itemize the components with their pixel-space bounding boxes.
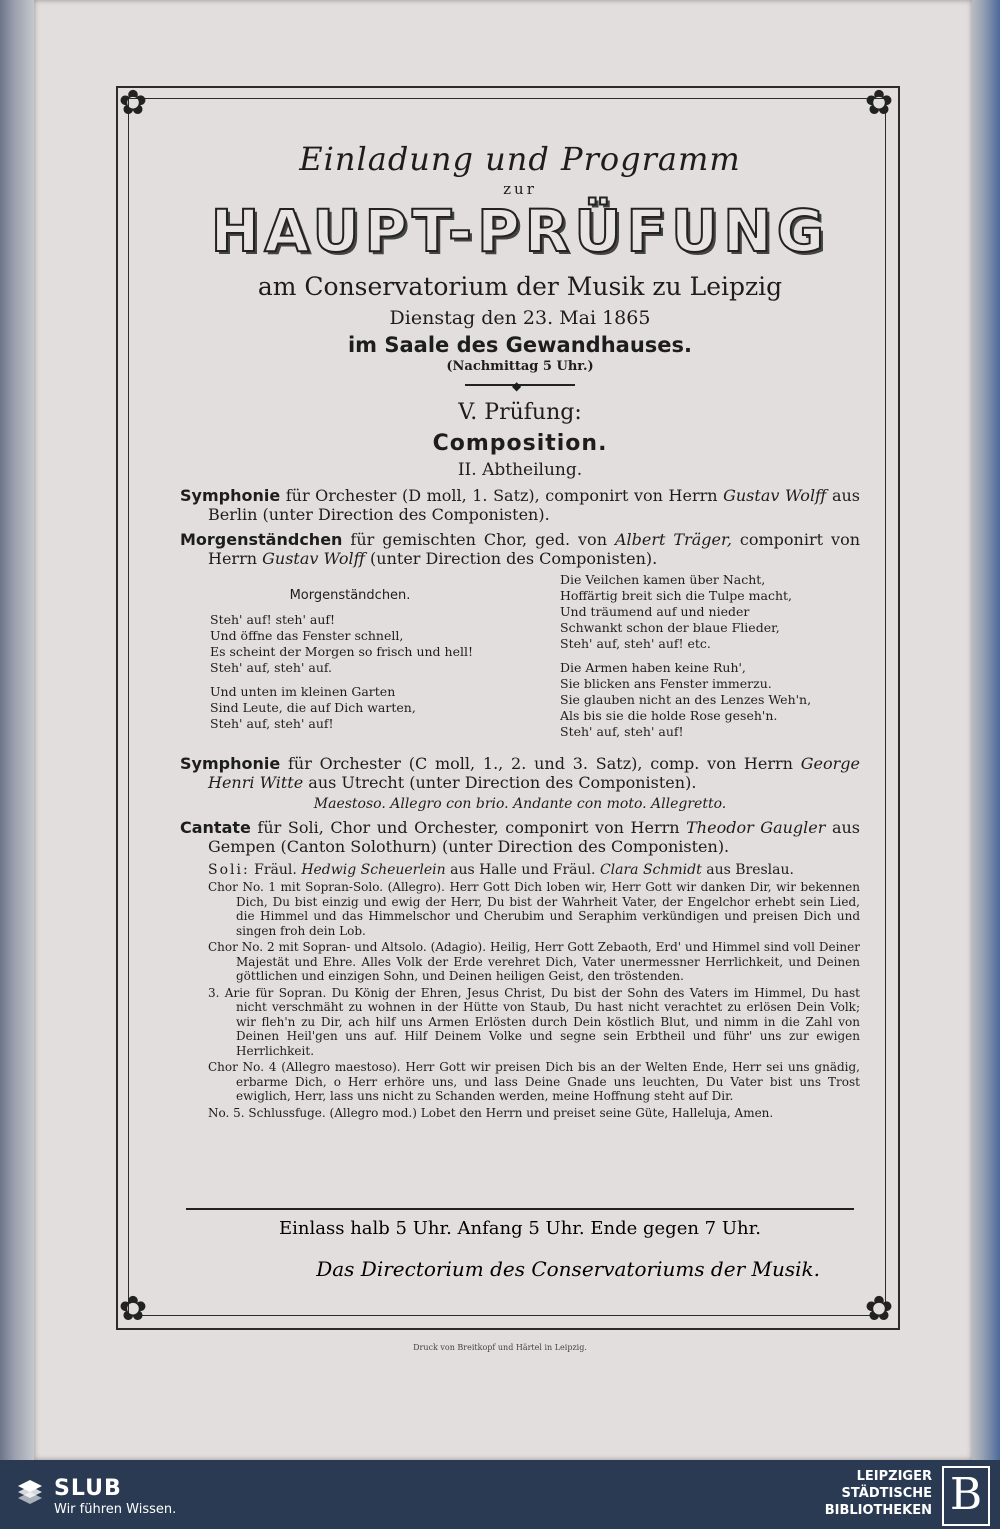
lsb-name: LEIPZIGER STÄDTISCHE BIBLIOTHEKEN [824,1469,932,1518]
soloists-line: Soli: Fräul. Hedwig Scheuerlein aus Halle und Fräul. Clara Schmidt aus Breslau. [208,862,794,878]
corner-ornament-icon: ✿ [118,83,148,123]
program-item-morgenstaendchen: Morgenständchen für gemischten Chor, ged. von Albert Träger, componirt von Herrn Gustav Wolff (unter Direction des Componisten). [180,530,861,568]
cantata-movement: Chor No. 1 mit Sopran-Solo. (Allegro). Herr Gott Dich loben wir, Herr Gott wir danken Dir, wir bekennen Dich, Du bist einzig und ewig der Herr, Du bist der Wahrheit Vater, der Engelchor erhebt sein Lied, die Himmel und das Himmelschor und Cherubim und Seraphim verkündigen und preisen Dich und singen froh dein Lob. [208,880,860,938]
zur-label: zur [503,180,537,198]
main-heading: HAUPT-PRÜFUNG [210,197,830,265]
venue-line: im Saale des Gewandhauses. [347,333,693,357]
date-line: Dienstag den 23. Mai 1865 [389,307,651,329]
directorium-signature: Das Directorium des Conservatoriums der Musik. [316,1257,820,1281]
invitation-title: Einladung und Programm [299,140,741,178]
cantata-movement: 3. Arie für Sopran. Du König der Ehren, Jesus Christ, Du bist der Sohn des Vaters im Himmel, Du hast nicht verschmäht zu wohnen in der Hütte von Staub, Du hast nicht verachtet zu erlösen Dein Volk; wir fleh'n zu Dir, ach hilf uns Armen Erlösten durch Dein köstlich Blut, und nimm in die Zahl von Deinen Heil'gen uns auf. Hilf Deinem Volke und segne sein Erbtheil und führ' uns zur ewigen Herrlichkeit. [208,985,860,1058]
cantata-movement: Chor No. 4 (Allegro maestoso). Herr Gott wir preisen Dich bis an der Welten Ende, Herr sei uns gnädig, erbarme Dich, o Herr erhöre uns, und lass Deine Gnade uns leuchten, Du Vater bist uns Trost ewiglich, Herr, lass uns nicht zu Schanden werden, meine Hoffnung steht auf Dir. [208,1060,860,1103]
book-spine-left [0,0,36,1460]
program-item-symphonie-1: Symphonie für Orchester (D moll, 1. Satz), componirt von Herrn Gustav Wolff aus Berlin (unter Direction des Componisten). [180,486,861,524]
poem-left-column [180,572,520,748]
institution-line: am Conservatorium der Musik zu Leipzig [257,272,783,301]
corner-ornament-icon: ✿ [118,1289,148,1329]
footer-divider [186,1208,854,1210]
tempo-markings: Maestoso. Allegro con brio. Andante con moto. Allegretto. [313,796,727,812]
divider-ornament [465,379,575,393]
poem-stanza: Steh' auf! steh' auf! Und öffne das Fenster schnell, Es scheint der Morgen so frisch und hell! Steh' auf, steh' auf. [210,612,473,675]
poem-stanza: Die Veilchen kamen über Nacht, Hoffärtig breit sich die Tulpe macht, Und träumend auf und nieder Schwankt schon der blaue Flieder, Steh' auf, steh' auf! etc. [560,572,793,651]
time-line: (Nachmittag 5 Uhr.) [446,359,594,374]
poem-right-column [520,572,860,748]
printer-imprint: Druck von Breitkopf und Härtel in Leipzig. [413,1343,587,1352]
lsb-logo-icon: B [942,1466,990,1526]
cantata-movement: No. 5. Schlussfuge. (Allegro mod.) Lobet den Herrn und preiset seine Güte, Halleluja, Amen. [208,1105,774,1120]
slub-tagline: Wir führen Wissen. [54,1502,177,1517]
composition-heading: Composition. [432,431,608,456]
diamond-icon: ◆ [512,379,522,393]
slub-name: SLUB [54,1476,122,1501]
library-branding-bar [0,1460,1000,1529]
corner-ornament-icon: ✿ [864,83,894,123]
schedule-line: Einlass halb 5 Uhr. Anfang 5 Uhr. Ende gegen 7 Uhr. [279,1218,761,1239]
abtheilung-heading: II. Abtheilung. [457,460,583,480]
program-item-symphonie-2: Symphonie für Orchester (C moll, 1., 2. und 3. Satz), comp. von Herrn George Henri Witte aus Utrecht (unter Direction des Componisten). [180,754,860,792]
pruefung-heading: V. Prüfung: [458,400,582,425]
slub-logo-icon [14,1478,46,1510]
corner-ornament-icon: ✿ [864,1289,894,1329]
poem-block [180,572,860,748]
program-content [180,140,860,1120]
poem-title: Morgenständchen. [289,588,411,603]
program-item-cantate: Cantate für Soli, Chor und Orchester, componirt von Herrn Theodor Gaugler aus Gempen (Canton Solothurn) (unter Direction des Componisten). [180,818,861,856]
poem-stanza: Und unten im kleinen Garten Sind Leute, die auf Dich warten, Steh' auf, steh' auf! [210,684,416,731]
poem-stanza: Die Armen haben keine Ruh', Sie blicken ans Fenster immerzu. Sie glauben nicht an des Lenzes Weh'n, Als bis sie die holde Rose geseh'n. Steh' auf, steh' auf! [560,660,812,739]
cantata-movement: Chor No. 2 mit Sopran- und Altsolo. (Adagio). Heilig, Herr Gott Zebaoth, Erd' und Himmel sind voll Deiner Majestät und Ehre. Alles Volk der Erde verehret Dich, Vater unermessner Herrlichkeit, und Deinen göttlichen und einzigen Sohn, und Deinen heiligen Geist, den tröstenden. [208,940,860,983]
